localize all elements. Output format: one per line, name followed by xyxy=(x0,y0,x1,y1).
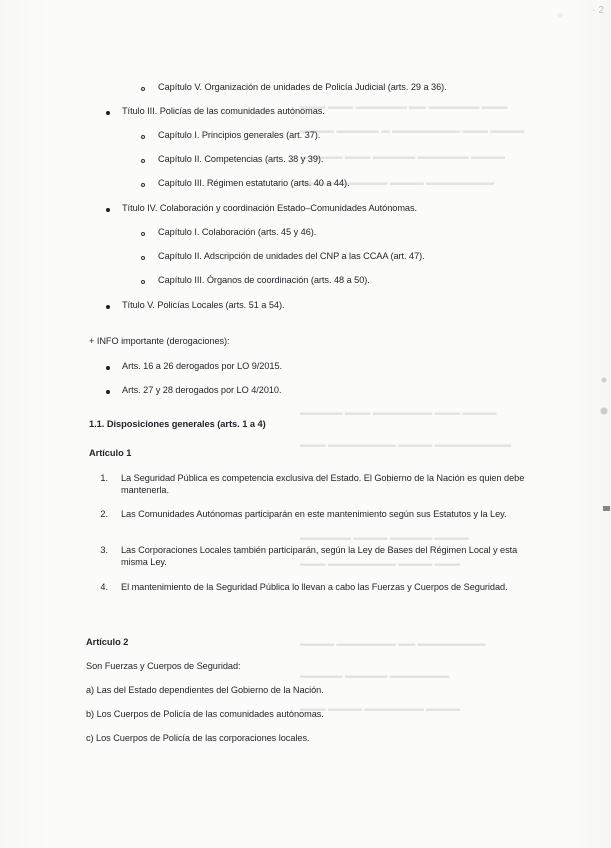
bleed-through-text: ▬▬▬ ▬▬▬▬▬▬▬ ▬▬▬▬ ▬▬▬▬▬▬▬▬ xyxy=(300,177,495,187)
bullet-icon xyxy=(106,390,110,394)
bleed-through-text: ▬▬▬▬ ▬▬▬▬▬ ▬ ▬▬▬▬▬▬▬▬ ▬▬▬ ▬▬▬▬ xyxy=(300,125,525,135)
circle-bullet-icon xyxy=(141,159,145,163)
article-2-item-b: b) Los Cuerpos de Policía de las comunidades autónomas. xyxy=(86,709,324,719)
info-item: Arts. 27 y 28 derogados por LO 4/2010. xyxy=(122,385,282,395)
circle-bullet-icon xyxy=(141,256,145,260)
bleed-through-text: ▬▬▬ ▬▬▬ ▬▬▬▬▬▬ ▬▬ ▬▬▬▬▬▬ ▬▬▬ xyxy=(300,101,508,111)
bullet-icon xyxy=(106,208,110,212)
article-1-item-2: Las Comunidades Autónomas participarán en este mantenimiento según sus Estatutos y la Ley. xyxy=(121,509,507,519)
bleed-through-text: ▬▬▬ ▬▬▬▬▬▬▬▬ ▬▬▬▬ ▬▬▬ xyxy=(300,558,461,568)
scan-edge-mark xyxy=(603,506,610,511)
bleed-through-text: ▬▬▬▬▬ ▬▬▬ ▬▬▬▬▬▬▬ ▬▬▬ ▬▬▬▬ xyxy=(300,407,497,417)
section-title: 1.1. Disposiciones generales (arts. 1 a 4) xyxy=(89,419,266,429)
chapter-line: Capítulo III. Órganos de coordinación (arts. 48 a 50). xyxy=(158,275,370,285)
circle-bullet-icon xyxy=(141,183,145,187)
chapter-line: Capítulo II. Competencias (arts. 38 y 39). xyxy=(158,154,324,164)
chapter-line: Capítulo III. Régimen estatutario (arts. 40 a 44). xyxy=(158,178,350,188)
article-1-item-3: Las Corporaciones Locales también participarán, según la Ley de Bases del Régimen Local y esta misma Ley. xyxy=(121,545,518,567)
article-1-item-1: La Seguridad Pública es competencia exclusiva del Estado. El Gobierno de la Nación es quien debe mantenerla. xyxy=(121,473,525,495)
item-number: 3. xyxy=(100,545,108,555)
chapter-line: Capítulo I. Principios generales (art. 37). xyxy=(158,130,321,140)
article-1-title: Artículo 1 xyxy=(89,448,132,458)
info-item: Arts. 16 a 26 derogados por LO 9/2015. xyxy=(122,361,283,371)
bleed-through-text: ▬▬▬ ▬▬▬▬▬▬▬▬ ▬▬▬▬ ▬▬▬▬▬▬▬▬▬ xyxy=(300,439,512,449)
circle-bullet-icon xyxy=(141,135,145,139)
bleed-through-text: ▬▬▬▬ ▬▬▬▬▬▬▬ ▬▬ ▬▬▬▬▬▬▬▬ xyxy=(300,638,486,648)
item-number: 2. xyxy=(100,509,108,519)
article-2-title: Artículo 2 xyxy=(86,637,129,647)
circle-bullet-icon xyxy=(141,280,145,284)
article-1-item-4: El mantenimiento de la Seguridad Pública lo llevan a cabo las Fuerzas y Cuerpos de Seguridad. xyxy=(121,582,508,592)
title-line: Título IV. Colaboración y coordinación Estado–Comunidades Autónomas. xyxy=(122,203,418,213)
title-line: Título V. Policías Locales (arts. 51 a 54). xyxy=(122,300,285,310)
info-heading: + INFO importante (derogaciones): xyxy=(89,336,230,346)
title-line: Título III. Policías de las comunidades autónomas. xyxy=(122,106,325,116)
circle-bullet-icon xyxy=(141,232,145,236)
bullet-icon xyxy=(106,366,110,370)
chapter-line: Capítulo II. Adscripción de unidades del CNP a las CCAA (art. 47). xyxy=(158,251,425,261)
page-corner-mark: · 2 xyxy=(592,5,604,16)
item-number: 4. xyxy=(100,582,108,592)
article-2-intro: Son Fuerzas y Cuerpos de Seguridad: xyxy=(86,661,241,671)
bleed-through-text: ▬▬▬ ▬▬▬▬ ▬▬▬▬▬▬▬ ▬▬▬▬ xyxy=(300,703,461,713)
bullet-icon xyxy=(106,111,110,115)
chapter-line: Capítulo I. Colaboración (arts. 45 y 46). xyxy=(158,227,317,237)
article-2-item-c: c) Los Cuerpos de Policía de las corporaciones locales. xyxy=(86,733,310,743)
item-number: 1. xyxy=(100,473,108,483)
bleed-through-text: ▬▬▬▬▬ ▬▬▬ ▬▬▬▬▬ ▬▬▬▬▬▬ ▬▬▬▬ xyxy=(300,151,505,161)
circle-bullet-icon xyxy=(141,87,145,91)
article-2-item-a: a) Las del Estado dependientes del Gobierno de la Nación. xyxy=(86,685,324,695)
bleed-through-text: ▬▬▬▬▬▬ ▬▬▬▬ ▬▬▬▬▬ ▬▬▬▬ xyxy=(300,532,469,542)
chapter-line: Capítulo V. Organización de unidades de Policía Judicial (arts. 29 a 36). xyxy=(158,82,447,92)
bleed-through-text: ▬▬▬▬▬ ▬▬▬▬▬ ▬▬▬▬▬▬▬ xyxy=(300,670,450,680)
bullet-icon xyxy=(106,305,110,309)
